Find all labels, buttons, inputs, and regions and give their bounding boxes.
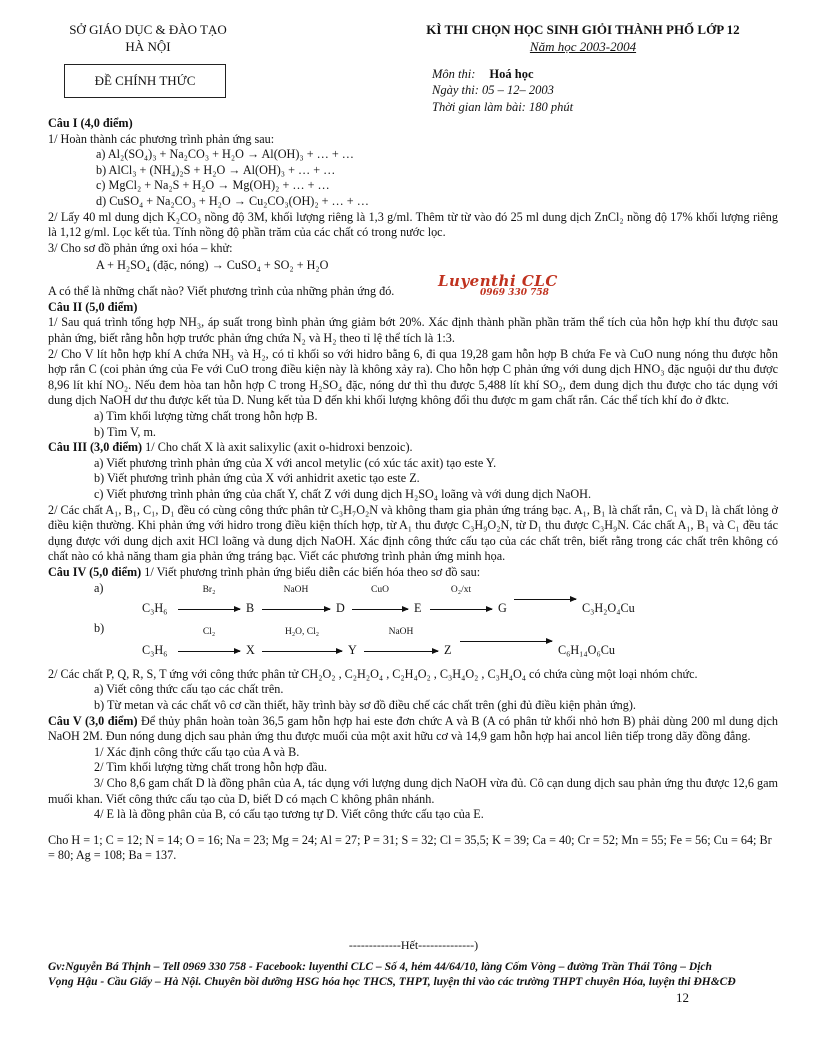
q3-part1-a: a) Viết phương trình phản ứng của X với ancol metylic (có xúc tác axit) tạo este Y.: [94, 455, 497, 470]
exam-info: [432, 66, 573, 115]
q4-intro: [48, 565, 778, 581]
scheme-a-reagent: Br₂: [202, 584, 216, 595]
stamp-phone: 0969 330 758: [480, 288, 549, 299]
q1-eq-b: b) AlCl₃ + (NH₄)₂S + H₂O → Al(OH)₃ + … + …: [96, 162, 336, 177]
scheme-a-arrow: [178, 585, 240, 610]
q5-body: Để thủy phân hoàn toàn 36,5 gam hỗn hợp hai este đơn chức A và B (A có phân tử khối nhỏ hơn B) phải dùng 200 ml dung dịch NaOH 2M. Đun nóng dung dịch sau phản ứng thu được muối của một axit hữu cơ và 14,9 gam hỗn hợp hai ancol liên tiếp trong dãy đồng đẳng.: [48, 713, 778, 744]
exam-title: KÌ THI CHỌN HỌC SINH GIỎI THÀNH PHỐ LỚP 12: [426, 22, 740, 37]
school-year: Năm học 2003-2004: [529, 38, 637, 54]
scheme-a-node: C₃H₂O₄Cu: [582, 600, 635, 615]
q2-part2: 2/ Cho V lít hỗn hợp khí A chứa NH₃ và H₂, có tỉ khối so với hidro bằng 6, đi qua 19,28 gam hỗn hợp B chứa Fe và CuO nung nóng thu được hỗn hợp rắn C (coi phản ứng của Fe với CuO trong điều kiện này là không xảy ra). Cho hỗn hợp C phản ứng với dung dịch HNO₃ đặc nguội dư thu được 8,96 lít khí NO₂. Nếu đem hòa tan hỗn hợp C trong H₂SO₄ đặc, nóng dư thì thu được 5,488 lít khí SO₂, đem dung dịch thu được cho tác dụng với dung dịch NaOH dư thu được kết tủa D. Nung kết tủa D đến khi khối lượng không đổi thu được m gam chất rắn. Các thể tích khí đo ở đktc.: [48, 346, 778, 408]
scheme-a-arrow: [514, 585, 576, 600]
subject-name: Hoá học: [489, 67, 534, 81]
scheme-b-label: b): [94, 620, 105, 635]
scheme-b-node: Z: [444, 642, 452, 657]
scheme-b-arrow: [178, 627, 240, 652]
exam-content: [48, 116, 778, 864]
q1-part3: 3/ Cho sơ đồ phản ứng oxi hóa – khử:: [48, 240, 233, 255]
q3-part2: 2/ Các chất A₁, B₁, C₁, D₁ đều có cùng công thức phân tử C₃H₇O₂N và không tham gia phản ứng tráng bạc. A₁, B₁ là chất rắn, C₁ và D₁ là chất lỏng ở điều kiện thường. Khi phản ứng với hidro trong điều kiện thích hợp, từ A₁ thu được C₃H₉O₂N, từ D₁ thu được C₃H₉N. Các chất A₁, B₁ và C₁ đều tác dụng được với dung dịch axit HCl loãng và dung dịch NaOH. Xác định công thức cấu tạo của các chất trên, biết rằng trong các chất trên không có chất nào có khả năng tham gia phản ứng tráng bạc. Viết các phương trình phản ứng minh họa.: [48, 502, 778, 564]
atomic-masses: Cho H = 1; C = 12; N = 14; O = 16; Na = 23; Mg = 24; Al = 27; P = 31; S = 32; Cl = 35,5; K = 39; Ca = 40; Cr = 52; Mn = 55; Fe = 56; Cu = 64; Br = 80; Ag = 108; Ba = 137.: [48, 832, 772, 863]
q4-part2-b: b) Từ metan và các chất vô cơ cần thiết, hãy trình bày sơ đồ điều chế các chất trên (ghi đủ điều kiện phản ứng).: [94, 697, 636, 712]
scheme-b-reagent: H₂O, Cl₂: [284, 626, 320, 637]
subject-line: [432, 66, 573, 82]
q1-eq-d: d) CuSO₄ + Na₂CO₃ + H₂O → Cu₂CO₃(OH)₂ + … + …: [96, 194, 369, 209]
end-mark: -------------Hết--------------): [348, 938, 479, 952]
scheme-b-reagent: NaOH: [388, 626, 414, 637]
exam-date: Ngày thi: 05 – 12– 2003: [432, 83, 554, 98]
q4-part2: 2/ Các chất P, Q, R, S, T ứng với công thức phân tử CH₂O₂ , C₂H₂O₄ , C₂H₄O₂ , C₃H₄O₂ , C₃H₄O₄ có chứa cùng một loại nhóm chức.: [48, 666, 698, 681]
q5-sub1: 1/ Xác định công thức cấu tạo của A và B.: [94, 744, 300, 759]
page-number: 12: [676, 990, 689, 1005]
scheme-b-node: C₆H₁₄O₆Cu: [558, 642, 615, 657]
q4-part1: 1/ Viết phương trình phản ứng biểu diễn các biến hóa theo sơ đồ sau:: [141, 565, 481, 580]
q5-sub4: 4/ E là là đồng phân của B, có cấu tạo tương tự D. Viết công thức cấu tạo của E.: [94, 807, 484, 822]
official-exam-box: [64, 64, 226, 98]
q1-heading: Câu I (4,0 điểm): [48, 116, 133, 130]
scheme-a-arrow: [430, 585, 492, 610]
q3-part1: 1/ Cho chất X là axit salixylic (axit o-hidroxi benzoic).: [142, 440, 413, 455]
exam-title-block: [398, 22, 768, 55]
issuing-authority: [48, 22, 248, 55]
scheme-a-label: a): [94, 580, 104, 595]
stamp-name: Luyenthi CLC: [438, 272, 558, 290]
q4-heading: Câu IV (5,0 điểm): [48, 565, 142, 580]
q5-intro: [48, 714, 778, 745]
scheme-a-node: C₃H₆: [142, 600, 168, 615]
scheme-b-node: C₃H₆: [142, 642, 168, 657]
q5-sub3: 3/ Cho 8,6 gam chất D là đồng phân của A, tác dụng với lượng dung dịch NaOH vừa đủ. Cô cạn dung dịch sau phản ứng thu được 12,6 gam muối khan. Viết công thức cấu tạo của D, biết D có mạch C không phân nhánh.: [48, 775, 778, 806]
subject-label: Môn thi:: [432, 67, 476, 81]
scheme-b: [48, 621, 778, 661]
exam-duration: Thời gian làm bài: 180 phút: [432, 99, 574, 114]
scheme-a-node: D: [336, 600, 345, 615]
scheme-a-reagent: NaOH: [283, 584, 309, 595]
q3-part1-b: b) Viết phương trình phản ứng của X với anhidrit axetic tạo este Z.: [94, 471, 420, 486]
q4-part2-a: a) Viết công thức cấu tạo các chất trên.: [94, 682, 284, 697]
scheme-a-node: G: [498, 600, 507, 615]
scheme-b-node: X: [246, 642, 255, 657]
q3-intro: [48, 440, 778, 456]
q1-eq-a: a) Al₂(SO₄)₃ + Na₂CO₃ + H₂O → Al(OH)₃ + … + …: [96, 147, 354, 162]
scheme-a-arrow: [352, 585, 408, 610]
scheme-b-arrow: [364, 627, 438, 652]
scheme-a-node: B: [246, 600, 255, 615]
scheme-a-reagent: O₂/xt: [450, 584, 472, 595]
authority-line-2: HÀ NỘI: [125, 38, 171, 54]
q2-part1: 1/ Sau quá trình tổng hợp NH₃, áp suất trong bình phản ứng giảm bớt 20%. Xác định thành phần phần trăm thể tích của hỗn hợp khí thu được sau phản ứng, biết rằng hỗn hợp trước phản ứng chứa N₂ và H₂ theo tỉ lệ thể tích là 1:3.: [48, 315, 778, 345]
q1-part3-equation: A + H₂SO₄ (đặc, nóng) → CuSO₄ + SO₂ + H₂O: [96, 258, 329, 273]
scheme-a: [48, 581, 778, 621]
q1-part2: 2/ Lấy 40 ml dung dịch K₂CO₃ nồng độ 3M, khối lượng riêng là 1,3 g/ml. Thêm từ từ vào đó 25 ml dung dịch ZnCl₂ nồng độ 17% khối lượng riêng là 1,12 g/ml. Lọc kết tủa. Tính nồng độ phần trăm của các chất có trong nước lọc.: [48, 209, 778, 240]
official-label: ĐỀ CHÍNH THỨC: [94, 72, 196, 88]
authority-line-1: SỞ GIÁO DỤC & ĐÀO TẠO: [69, 22, 227, 37]
scheme-a-node: E: [414, 600, 422, 615]
q5-heading: Câu V (3,0 điểm): [48, 713, 138, 728]
scheme-b-node: Y: [348, 642, 357, 657]
q5-sub2: 2/ Tìm khối lượng từng chất trong hỗn hợp đầu.: [94, 760, 328, 775]
scheme-b-arrow: [262, 627, 342, 652]
scheme-b-arrow: [460, 627, 552, 642]
q3-heading: Câu III (3,0 điểm): [48, 440, 143, 455]
scheme-b-reagent: Cl₂: [202, 626, 216, 637]
q2-heading: Câu II (5,0 điểm): [48, 299, 138, 314]
scheme-a-arrow: [262, 585, 330, 610]
q1-eq-c: c) MgCl₂ + Na₂S + H₂O → Mg(OH)₂ + … + …: [96, 178, 330, 193]
q1-part1: 1/ Hoàn thành các phương trình phản ứng sau:: [48, 131, 275, 146]
q3-part1-c: c) Viết phương trình phản ứng của chất Y, chất Z với dung dịch H₂SO₄ loãng và với dung dịch NaOH.: [94, 487, 592, 502]
q1-part3-question: A có thể là những chất nào? Viết phương trình của những phản ứng đó.: [48, 284, 395, 299]
teacher-footer: Gv:Nguyễn Bá Thịnh – Tell 0969 330 758 - Facebook: luyenthi CLC – Số 4, hẻm 44/64/10, làng Cốm Vòng – đường Trần Thái Tông – Dịch Vọng Hậu - Cầu Giấy – Hà Nội. Chuyên bồi dưỡng HSG hóa học THCS, THPT, luyện thi vào các trường THPT chuyên Hóa, luyện thi ĐH&CĐ: [48, 961, 736, 989]
scheme-a-reagent: CuO: [371, 584, 389, 595]
q2-part2-b: b) Tìm V, m.: [94, 424, 156, 439]
q2-part2-a: a) Tìm khối lượng từng chất trong hỗn hợp B.: [94, 408, 318, 423]
